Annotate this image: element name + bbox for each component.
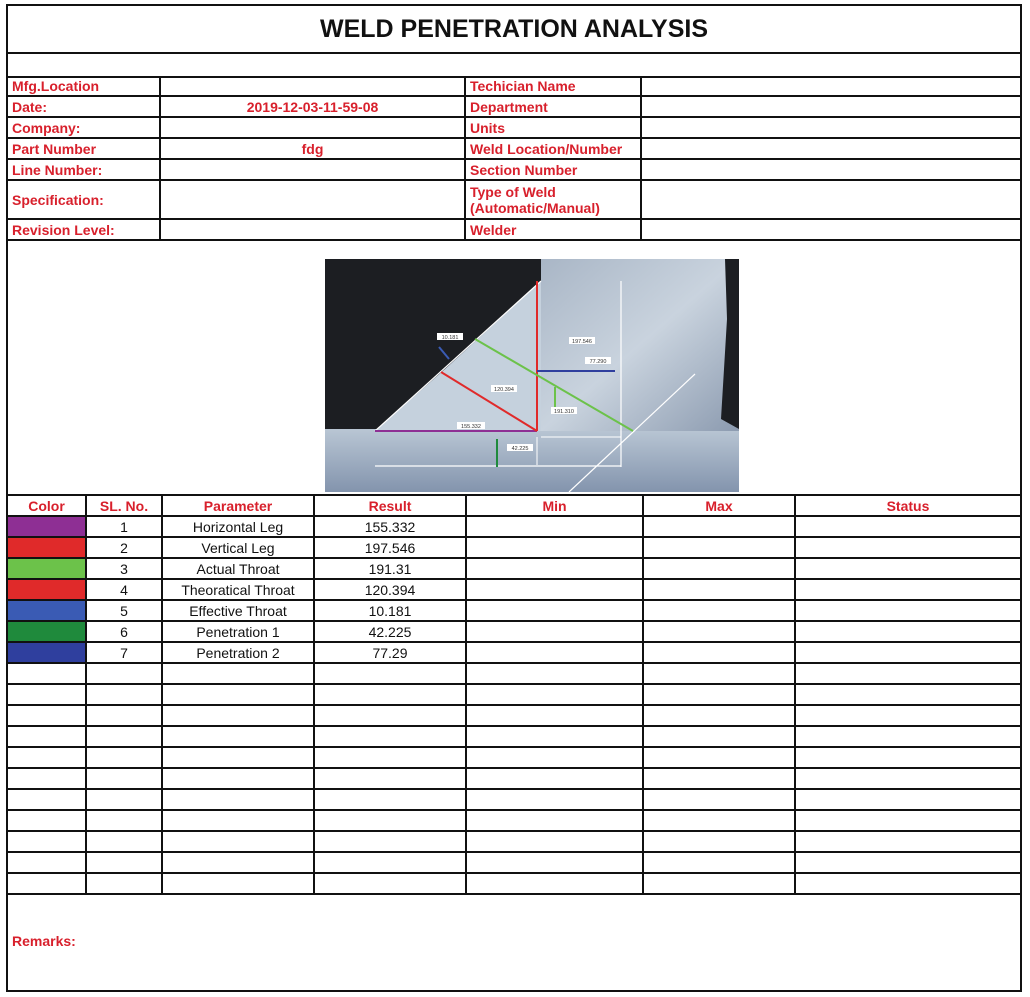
empty-cell[interactable]	[795, 726, 1020, 747]
info-label: Welder	[465, 219, 641, 240]
info-value[interactable]	[160, 180, 465, 219]
empty-cell[interactable]	[8, 726, 86, 747]
empty-cell[interactable]	[8, 705, 86, 726]
info-row	[8, 76, 1020, 96]
weld-image-area	[8, 256, 1020, 496]
info-label: Weld Location/Number	[465, 138, 641, 159]
result-cell: 197.546	[314, 537, 466, 558]
base-plate	[325, 429, 739, 492]
info-label: Date:	[8, 96, 160, 117]
empty-cell[interactable]	[643, 852, 795, 873]
sl-no-cell: 3	[86, 558, 162, 579]
empty-cell[interactable]	[795, 852, 1020, 873]
empty-cell[interactable]	[86, 873, 162, 894]
results-table	[8, 496, 1020, 895]
info-label: Mfg.Location	[8, 76, 160, 96]
min-cell[interactable]	[466, 642, 643, 663]
sl-no-cell: 4	[86, 579, 162, 600]
color-cell	[8, 600, 86, 621]
empty-row	[8, 873, 1020, 894]
parameter-cell: Theoratical Throat	[162, 579, 314, 600]
empty-cell[interactable]	[314, 684, 466, 705]
empty-cell[interactable]	[162, 726, 314, 747]
spacer-row	[8, 52, 1020, 78]
empty-cell[interactable]	[466, 852, 643, 873]
sl-no-cell: 6	[86, 621, 162, 642]
info-value[interactable]	[160, 159, 465, 180]
status-cell[interactable]	[795, 537, 1020, 558]
empty-cell[interactable]	[86, 831, 162, 852]
empty-cell[interactable]	[86, 705, 162, 726]
result-cell: 120.394	[314, 579, 466, 600]
header-parameter: Parameter	[162, 496, 314, 516]
empty-cell[interactable]	[466, 831, 643, 852]
report-title: WELD PENETRATION ANALYSIS	[8, 6, 1020, 54]
empty-cell[interactable]	[643, 789, 795, 810]
color-swatch	[8, 559, 85, 578]
status-cell[interactable]	[795, 600, 1020, 621]
empty-cell[interactable]	[314, 747, 466, 768]
result-cell: 155.332	[314, 516, 466, 537]
max-cell[interactable]	[643, 558, 795, 579]
color-cell	[8, 558, 86, 579]
empty-row	[8, 684, 1020, 705]
info-value[interactable]	[160, 76, 465, 96]
empty-cell[interactable]	[8, 873, 86, 894]
empty-cell[interactable]	[314, 831, 466, 852]
label-penetration-2: 77.290	[589, 359, 607, 365]
empty-cell[interactable]	[162, 831, 314, 852]
empty-cell[interactable]	[8, 810, 86, 831]
weld-report-sheet	[6, 4, 1022, 992]
empty-cell[interactable]	[8, 768, 86, 789]
info-row	[8, 117, 1020, 138]
empty-cell[interactable]	[466, 726, 643, 747]
min-cell[interactable]	[466, 537, 643, 558]
empty-cell[interactable]	[162, 852, 314, 873]
max-cell[interactable]	[643, 579, 795, 600]
min-cell[interactable]	[466, 516, 643, 537]
empty-row	[8, 852, 1020, 873]
info-value[interactable]	[641, 76, 1020, 96]
table-row	[8, 600, 1020, 621]
info-label: Part Number	[8, 138, 160, 159]
empty-cell[interactable]	[162, 789, 314, 810]
parameter-cell: Effective Throat	[162, 600, 314, 621]
empty-cell[interactable]	[86, 726, 162, 747]
info-row	[8, 180, 1020, 219]
empty-cell[interactable]	[643, 747, 795, 768]
empty-cell[interactable]	[795, 789, 1020, 810]
empty-cell[interactable]	[795, 705, 1020, 726]
max-cell[interactable]	[643, 642, 795, 663]
color-cell	[8, 537, 86, 558]
table-row	[8, 621, 1020, 642]
table-row	[8, 642, 1020, 663]
info-row	[8, 159, 1020, 180]
info-value[interactable]	[641, 117, 1020, 138]
min-cell[interactable]	[466, 558, 643, 579]
empty-cell[interactable]	[643, 810, 795, 831]
info-value[interactable]: 2019-12-03-11-59-08	[160, 96, 465, 117]
empty-cell[interactable]	[162, 705, 314, 726]
empty-cell[interactable]	[466, 747, 643, 768]
empty-cell[interactable]	[795, 873, 1020, 894]
empty-cell[interactable]	[466, 789, 643, 810]
empty-cell[interactable]	[314, 852, 466, 873]
empty-cell[interactable]	[314, 663, 466, 684]
color-swatch	[8, 538, 85, 557]
info-label: Revision Level:	[8, 219, 160, 240]
info-value[interactable]: fdg	[160, 138, 465, 159]
empty-cell[interactable]	[466, 663, 643, 684]
empty-cell[interactable]	[795, 768, 1020, 789]
header-result: Result	[314, 496, 466, 516]
info-row	[8, 138, 1020, 159]
empty-cell[interactable]	[795, 684, 1020, 705]
empty-cell[interactable]	[314, 726, 466, 747]
status-cell[interactable]	[795, 642, 1020, 663]
color-cell	[8, 579, 86, 600]
empty-cell[interactable]	[466, 810, 643, 831]
info-row	[8, 219, 1020, 240]
empty-cell[interactable]	[162, 873, 314, 894]
status-cell[interactable]	[795, 621, 1020, 642]
info-value[interactable]	[160, 219, 465, 240]
info-value[interactable]	[641, 159, 1020, 180]
empty-cell[interactable]	[8, 663, 86, 684]
color-cell	[8, 621, 86, 642]
color-swatch	[8, 580, 85, 599]
weld-macro-image	[325, 259, 739, 492]
empty-cell[interactable]	[8, 831, 86, 852]
color-cell	[8, 516, 86, 537]
parameter-cell: Penetration 1	[162, 621, 314, 642]
color-cell	[8, 642, 86, 663]
info-table	[8, 76, 1020, 241]
empty-cell[interactable]	[643, 705, 795, 726]
status-cell[interactable]	[795, 516, 1020, 537]
empty-cell[interactable]	[8, 684, 86, 705]
info-label: Type of Weld (Automatic/Manual)	[465, 180, 641, 219]
color-swatch	[8, 517, 85, 536]
max-cell[interactable]	[643, 516, 795, 537]
max-cell[interactable]	[643, 537, 795, 558]
empty-cell[interactable]	[643, 873, 795, 894]
label-penetration-1: 42.225	[511, 446, 529, 452]
header-color: Color	[8, 496, 86, 516]
sl-no-cell: 5	[86, 600, 162, 621]
empty-cell[interactable]	[86, 852, 162, 873]
label-vertical-leg: 197.546	[572, 339, 592, 345]
parameter-cell: Penetration 2	[162, 642, 314, 663]
empty-cell[interactable]	[643, 663, 795, 684]
label-actual-throat: 191.310	[554, 409, 574, 415]
results-header-row	[8, 496, 1020, 516]
vertical-plate	[541, 259, 739, 431]
empty-cell[interactable]	[795, 663, 1020, 684]
info-value[interactable]	[641, 96, 1020, 117]
info-value[interactable]	[160, 117, 465, 138]
empty-cell[interactable]	[86, 768, 162, 789]
info-label: Techician Name	[465, 76, 641, 96]
result-cell: 77.29	[314, 642, 466, 663]
empty-row	[8, 726, 1020, 747]
result-cell: 42.225	[314, 621, 466, 642]
empty-cell[interactable]	[314, 705, 466, 726]
empty-cell[interactable]	[162, 663, 314, 684]
info-value[interactable]	[641, 138, 1020, 159]
empty-cell[interactable]	[643, 726, 795, 747]
parameter-cell: Actual Throat	[162, 558, 314, 579]
empty-row	[8, 831, 1020, 852]
empty-cell[interactable]	[162, 684, 314, 705]
empty-cell[interactable]	[466, 684, 643, 705]
label-effective-throat: 10.181	[441, 335, 459, 341]
info-value[interactable]	[641, 180, 1020, 219]
sl-no-cell: 1	[86, 516, 162, 537]
empty-cell[interactable]	[86, 747, 162, 768]
empty-cell[interactable]	[86, 684, 162, 705]
color-swatch	[8, 643, 85, 662]
empty-cell[interactable]	[8, 789, 86, 810]
table-row	[8, 579, 1020, 600]
empty-cell[interactable]	[643, 684, 795, 705]
empty-cell[interactable]	[466, 768, 643, 789]
parameter-cell: Horizontal Leg	[162, 516, 314, 537]
sl-no-cell: 7	[86, 642, 162, 663]
empty-cell[interactable]	[162, 768, 314, 789]
info-row	[8, 96, 1020, 117]
sl-no-cell: 2	[86, 537, 162, 558]
empty-row	[8, 663, 1020, 684]
empty-row	[8, 789, 1020, 810]
min-cell[interactable]	[466, 579, 643, 600]
info-label: Units	[465, 117, 641, 138]
header-status: Status	[795, 496, 1020, 516]
empty-cell[interactable]	[643, 768, 795, 789]
header-sl-no: SL. No.	[86, 496, 162, 516]
empty-row	[8, 768, 1020, 789]
info-label: Line Number:	[8, 159, 160, 180]
min-cell[interactable]	[466, 621, 643, 642]
remarks-label: Remarks:	[12, 933, 76, 949]
info-label: Section Number	[465, 159, 641, 180]
table-row	[8, 537, 1020, 558]
info-label: Department	[465, 96, 641, 117]
empty-cell[interactable]	[8, 747, 86, 768]
empty-cell[interactable]	[8, 852, 86, 873]
empty-cell[interactable]	[795, 747, 1020, 768]
header-max: Max	[643, 496, 795, 516]
empty-cell[interactable]	[86, 810, 162, 831]
empty-cell[interactable]	[466, 873, 643, 894]
empty-cell[interactable]	[86, 789, 162, 810]
table-row	[8, 516, 1020, 537]
result-cell: 10.181	[314, 600, 466, 621]
result-cell: 191.31	[314, 558, 466, 579]
empty-row	[8, 747, 1020, 768]
empty-cell[interactable]	[795, 831, 1020, 852]
empty-cell[interactable]	[314, 789, 466, 810]
max-cell[interactable]	[643, 600, 795, 621]
empty-cell[interactable]	[314, 810, 466, 831]
info-label: Specification:	[8, 180, 160, 219]
remarks-area[interactable]	[8, 931, 1020, 991]
info-label: Company:	[8, 117, 160, 138]
info-value[interactable]	[641, 219, 1020, 240]
empty-cell[interactable]	[162, 747, 314, 768]
empty-cell[interactable]	[162, 810, 314, 831]
empty-row	[8, 810, 1020, 831]
parameter-cell: Vertical Leg	[162, 537, 314, 558]
color-swatch	[8, 622, 85, 641]
max-cell[interactable]	[643, 621, 795, 642]
header-min: Min	[466, 496, 643, 516]
empty-cell[interactable]	[466, 705, 643, 726]
status-cell[interactable]	[795, 558, 1020, 579]
empty-cell[interactable]	[314, 768, 466, 789]
label-theoretical-throat: 120.394	[494, 387, 514, 393]
empty-row	[8, 705, 1020, 726]
empty-cell[interactable]	[314, 873, 466, 894]
min-cell[interactable]	[466, 600, 643, 621]
table-row	[8, 558, 1020, 579]
empty-cell[interactable]	[643, 831, 795, 852]
status-cell[interactable]	[795, 579, 1020, 600]
label-horizontal-leg: 155.332	[461, 424, 481, 430]
color-swatch	[8, 601, 85, 620]
empty-cell[interactable]	[795, 810, 1020, 831]
empty-cell[interactable]	[86, 663, 162, 684]
